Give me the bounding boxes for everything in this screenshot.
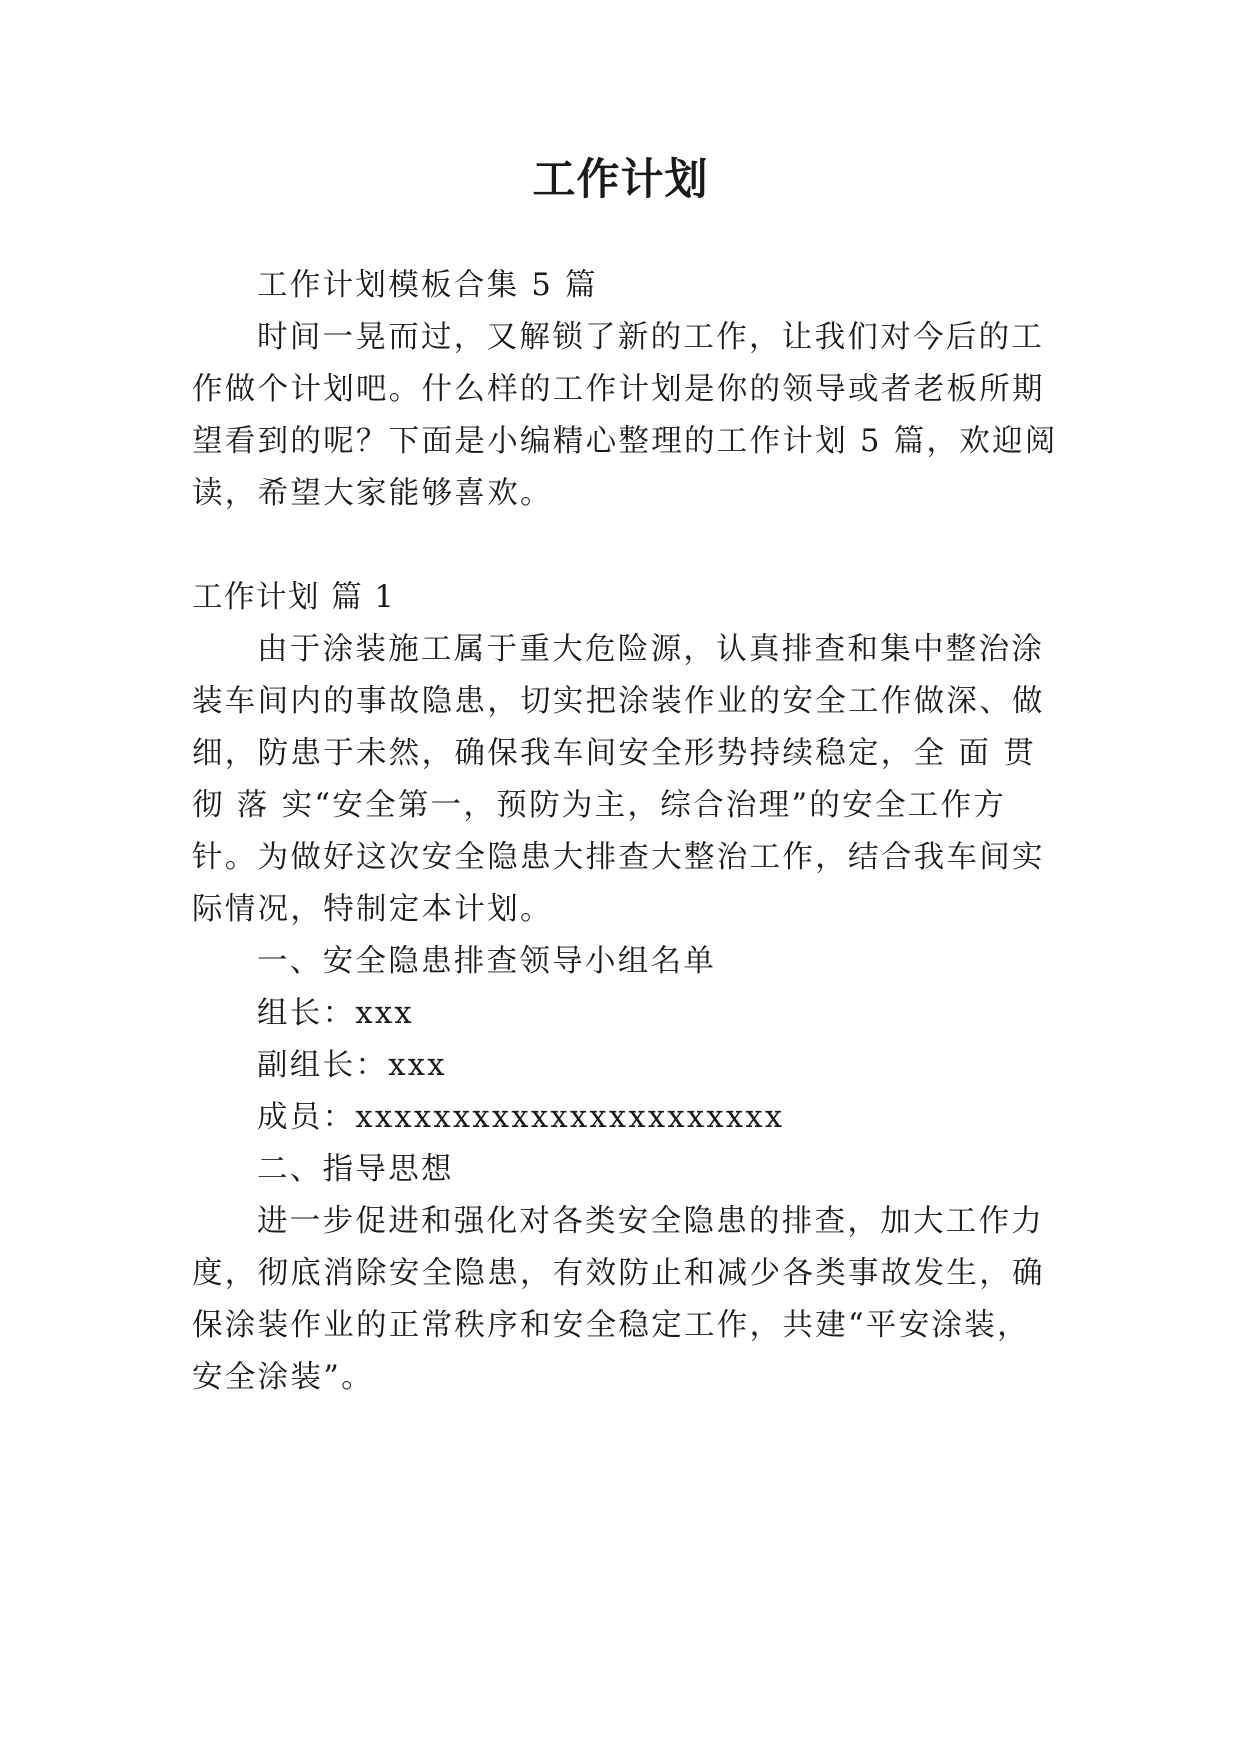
page-title: 工作计划 — [532, 155, 709, 205]
members-line: 成员：xxxxxxxxxxxxxxxxxxxxxx — [257, 1100, 785, 1135]
collection-title: 工作计划模板合集 5 篇 — [257, 268, 598, 303]
intro-paragraph-line: 望看到的呢？下面是小编精心整理的工作计划 5 篇，欢迎阅 — [192, 424, 1058, 459]
intro-paragraph-line: 读，希望大家能够喜欢。 — [192, 476, 553, 511]
intro-paragraph-line: 作做个计划吧。什么样的工作计划是你的领导或者老板所期 — [192, 372, 1045, 407]
section-paragraph-line: 际情况，特制定本计划。 — [192, 892, 553, 927]
section-heading: 工作计划 篇 1 — [192, 580, 396, 615]
section-paragraph-line: 安全涂装”。 — [192, 1360, 374, 1395]
section-paragraph-line: 进一步促进和强化对各类安全隐患的排查，加大工作力 — [257, 1204, 1045, 1239]
section-paragraph-line: 由于涂装施工属于重大危险源，认真排查和集中整治涂 — [257, 632, 1045, 667]
leader-line: 组长：xxx — [257, 996, 414, 1031]
deputy-leader-line: 副组长：xxx — [257, 1048, 447, 1083]
section-paragraph-line: 度，彻底消除安全隐患，有效防止和减少各类事故发生，确 — [192, 1256, 1045, 1291]
list-heading: 一、安全隐患排查领导小组名单 — [257, 944, 717, 979]
section-paragraph-line: 细，防患于未然，确保我车间安全形势持续稳定，全 面 贯 — [192, 736, 1036, 771]
section-paragraph-line: 装车间内的事故隐患，切实把涂装作业的安全工作做深、做 — [192, 684, 1045, 719]
section-paragraph-line: 针。为做好这次安全隐患大排查大整治工作，结合我车间实 — [192, 840, 1045, 875]
list-heading: 二、指导思想 — [257, 1152, 454, 1187]
section-paragraph-line: 保涂装作业的正常秩序和安全稳定工作，共建“平安涂装， — [192, 1308, 1030, 1343]
intro-paragraph-line: 时间一晃而过，又解锁了新的工作，让我们对今后的工 — [257, 320, 1045, 355]
section-paragraph-line: 彻 落 实“安全第一，预防为主，综合治理”的安全工作方 — [192, 788, 1007, 823]
